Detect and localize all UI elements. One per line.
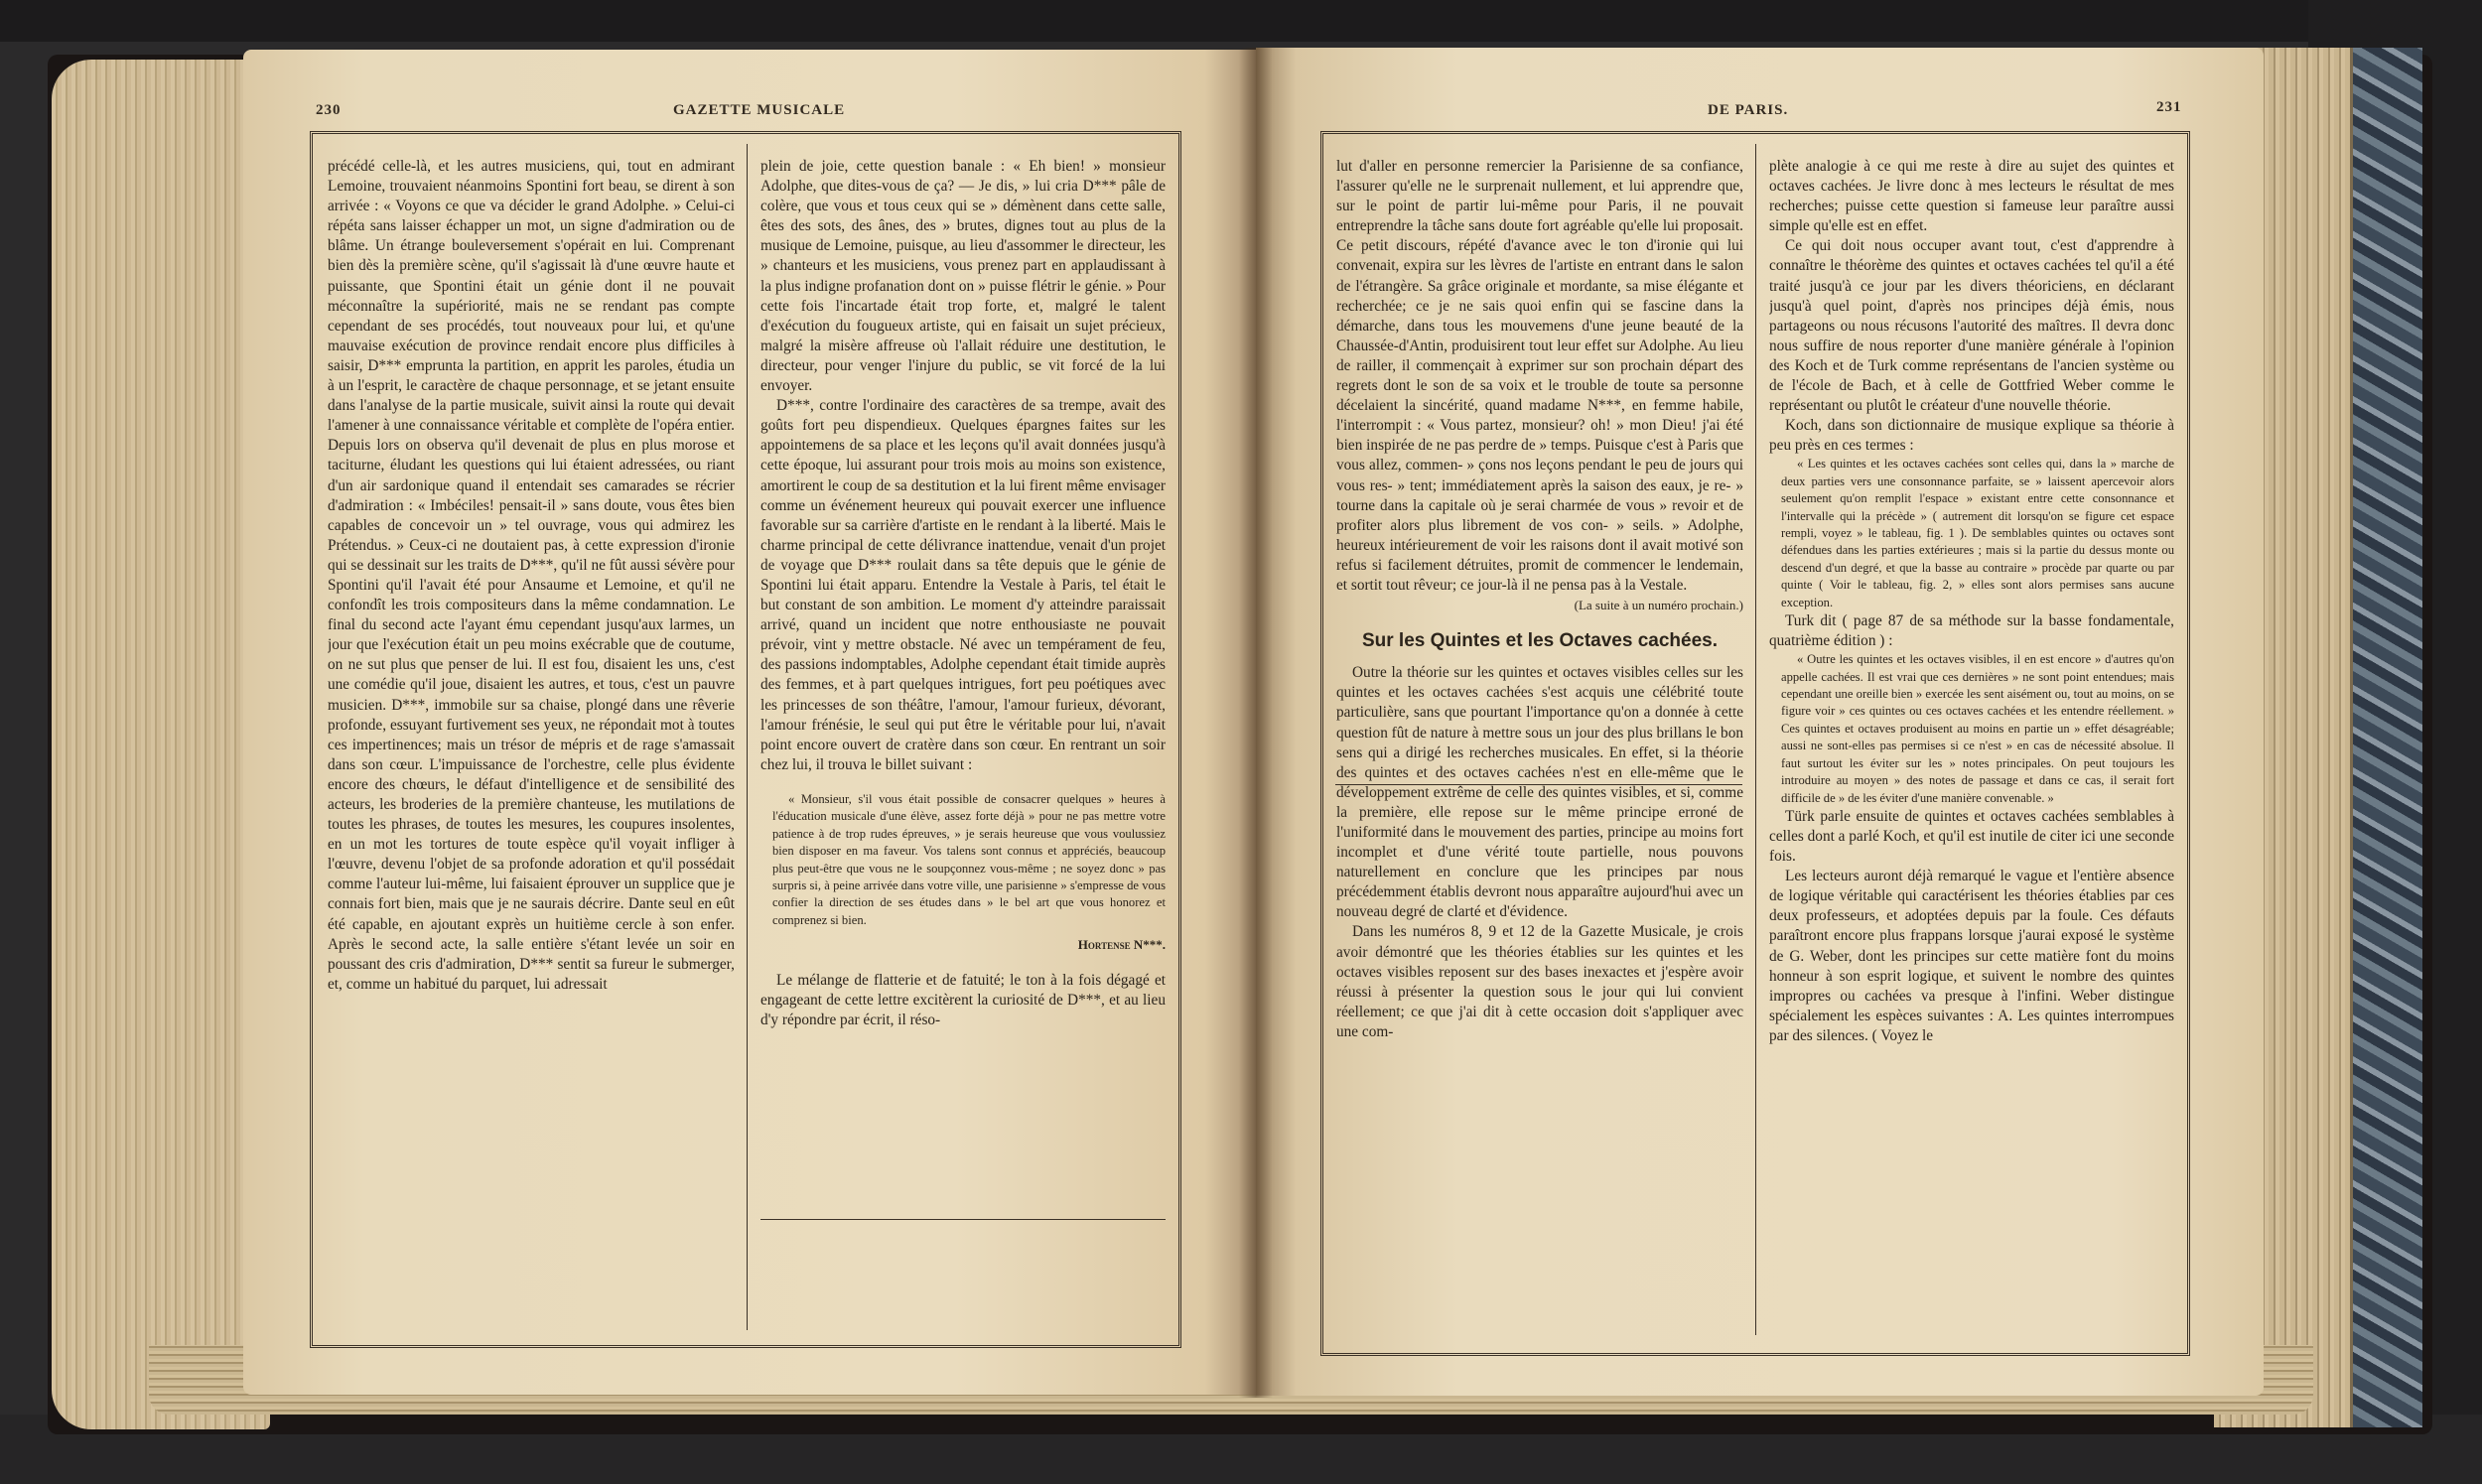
top-background xyxy=(0,0,2482,42)
column-rule-left xyxy=(747,144,748,1330)
paragraph: Les lecteurs auront déjà remarqué le vague et l'entière absence de logique véritable qui caractérisent les théories établies par ces deux professeurs, et adoptées depuis par la foule. Ces défauts paraîtront encore plus frappans lorsque j'aurai exposé le système de G. Weber, dont les principes sur cette matière font du moins honneur à son esprit logique, et suivent le nombre des quintes impropres ou cachées va presque à l'infini. Weber distingue spécialement les espèces suivantes : A. Les quintes interrompues par des silences. ( Voyez le xyxy=(1769,868,2174,1044)
paragraph: Le mélange de flatterie et de fatuité; le ton à la fois dégagé et engageant de cette lettre excitèrent la curiosité de D***, et au lieu d'y répondre par écrit, il réso- xyxy=(760,972,1166,1029)
right-column-1 xyxy=(1336,157,1743,1343)
letter-rule xyxy=(760,1219,1166,1220)
paragraph: plein de joie, cette question banale : « Eh bien! » monsieur Adolphe, que dites-vous de ça? — Je dis, » lui cria D*** pâle de colère, que vous et tous ceux qui se » démènent dans cette salle, êtes des sots, des ânes, des » brutes, dignes tout au plus de la musique de Lemoine, puisque, au lieu d'assommer le directeur, les » chanteurs et les musiciens, vous prenez part en applaudissant à la plus indigne profanation dont on » puisse flétrir le génie. » Pour cette fois l'incartade était trop forte, et, malgré le talent d'exécution du fougueux artiste, qui en faisait un sujet précieux, malgré la misère affreuse où l'allait réduire une destitution, le directeur, pour venger l'injure du public, se vit forcé de la lui envoyer. xyxy=(760,158,1166,395)
paragraph: Outre la théorie sur les quintes et octaves visibles celles sur les quintes et les octaves cachées s'est acquis une célébrité toute particulière, sans que pourtant l'importance qu'on a donnée à cette question fût de nature à mettre sous un jour des plus brillans le bon sens qui a dirigé les recherches musicales. En effet, si la théorie des quintes et des octaves cachées n'est en elle-même que le développement extrême de celle des quintes visibles, et si, comme la première, elle repose sur le même principe erroné de l'uniformité dans le mouvement des parties, principe au moins fort incomplet et d'une vérité toute partielle, nous pouvons naturellement en conclure que les principes par nous précédemment établis devront nous apparaître aujourd'hui avec un nouveau degré de clarté et d'évidence. xyxy=(1336,664,1743,921)
paragraph: D***, contre l'ordinaire des caractères de sa trempe, avait des goûts fort peu dispendieux. Quelques épargnes faites sur les appointemens de sa place et les leçons qu'il avait données jusqu'à cette époque, lui assurant pour trois mois au moins son existence, amortirent le coup de sa destitution et la lui firent même envisager comme un événement heureux qui pouvait exercer une influence favorable sur sa carrière d'artiste en le rendant à la liberté. Mais le charme principal de cette délivrance inattendue, venait d'un projet de voyage que D*** roulait dans sa tête depuis que le génie de Spontini lui était apparu. Entendre la Vestale à Paris, tel était le but constant de son ambition. Le moment d'y atteindre paraissait arrivé, quand un incident que notre enthousiaste ne pouvait prévoir, vint y mettre obstacle. Né avec un tempérament de feu, des passions indomptables, Adolphe cependant était timide auprès des femmes, et à part quelques intrigues, fort peu poétiques avec les princesses de son théâtre, l'amour, l'amour furieux, dévorant, l'amour frénésie, le seul qui put être le véritable pour lui, n'avait point encore ouvert de cratère dans son cœur. En rentrant un soir chez lui, il trouva le billet suivant : xyxy=(760,397,1166,773)
paragraph: Turk dit ( page 87 de sa méthode sur la basse fondamentale, quatrième édition ) : xyxy=(1769,612,2174,650)
column-rule-right xyxy=(1755,144,1756,1335)
left-page-edges xyxy=(52,60,270,1429)
article-heading: Sur les Quintes et les Octaves cachées. xyxy=(1361,630,1719,652)
left-column-2 xyxy=(760,157,1166,1333)
book-gutter xyxy=(1239,48,1273,1398)
continued-note: (La suite à un numéro prochain.) xyxy=(1574,598,1743,613)
paragraph: Dans les numéros 8, 9 et 12 de la Gazette Musicale, je crois avoir démontré que les théories établies sur les quintes et les octaves visibles reposent sur des bases inexactes et j'espère avoir réussi à présenter la question sous le jour qui lui convient réellement; ce que j'ai dit à cette occasion doit s'appliquer avec une com- xyxy=(1336,923,1743,1040)
marbled-cover xyxy=(2350,48,2422,1427)
right-column-2 xyxy=(1769,157,2174,1343)
paragraph: plète analogie à ce qui me reste à dire au sujet des quintes et octaves cachées. Je livre donc à mes lecteurs le résultat de mes recherches; puisse cette question si fameuse leur paraître aussi simple qu'elle est en effet. xyxy=(1769,158,2174,235)
koch-quote: « Les quintes et les octaves cachées sont celles qui, dans la » marche de deux parties vers une consonnance parfaite, se » laissent apercevoir alors seulement qu'on remplit l'espace » existant entre cette consonnance et l'intervalle qui la précède » ( autrement dit lorsqu'on se figure cet espace rempli, voyez » le tableau, fig. 1 ). De semblables quintes ou octaves sont défendues dans les parties extérieures ; mais si la partie du dessus monte ou descend d'un degré, et que la basse au contraire » procède par quarte ou par quinte ( Voir le tableau, fig. 2, » elles sont alors permises sans aucune exception. xyxy=(1781,457,2174,609)
letter-signature: Hortense N***. xyxy=(1077,937,1166,953)
left-column-1 xyxy=(328,157,735,1333)
paragraph: Türk parle ensuite de quintes et octaves cachées semblables à celles dont a parlé Koch, et qu'il est inutile de citer ici une seconde fois. xyxy=(1769,807,2174,866)
turk-quote: « Outre les quintes et les octaves visibles, il en est encore » d'autres qu'on appelle cachées. Il est vrai que ces dernières » ne sont point entendues; mais cependant une oreille bien » exercée les sent aisément ou, tout au moins, on se figure voir » ces quintes ou ces octaves cachées et les entendre réellement. » Ces quintes et octaves produisent au moins en partie un » effet désagréable; aussi ne sont-elles pas permises si ce n'est » en cas de nécessité absolue. Il faut surtout les éviter sur les » notes principales. On peut toujours les introduire au moyen » des notes de passage et dans ce cas, il serait fort difficile de » de les éviter d'une manière convenable. » xyxy=(1781,652,2174,805)
paragraph: précédé celle-là, et les autres musiciens, qui, tout en admirant Lemoine, trouvaient néanmoins Spontini fort beau, se dirent à son arrivée : « Voyons ce que va décider le grand Adolphe. » Celui-ci répéta sans laisser échapper un mot, un signe d'admiration ou de blâme. Un étrange bouleversement s'opérait en lui. Comprenant bien dès la première scène, qu'il s'agissait là d'une œuvre haute et puissante, que Spontini était un génie dont il ne pouvait méconnaître la supériorité, mais ne se rendant pas compte cependant de ses procédés, tout nouveaux pour lui, et qu'une mauvaise exécution de province rendait encore plus difficiles à saisir, D*** emprunta la partition, en apprit les paroles, étudia un à un l'esprit, le caractère de chaque personnage, et se jetant ensuite dans l'analyse de la partie musicale, suivit ainsi la route qui devait l'amener à une connaissance véritable et complète de l'opéra entier. Depuis lors on observa qu'il devenait de plus en plus morose et taciturne, éludant les questions qui lui étaient adressées, ou riant d'un air sardonique quand il entendait ses camarades se récrier d'admiration : « Imbéciles! pensait-il » sans doute, vous êtes bien capables de concevoir un » tel ouvrage, vous qui admirez les Prétendus. » Ceux-ci ne doutaient pas, à cette expression d'ironie qui se dessinait sur les traits de D***, qu'il ne fût aussi sévère pour Spontini qu'il l'avait été pour Ansaume et Lemoine, et qu'il ne confondît les trois compositeurs dans la même condamnation. Le final du second acte l'ayant ému cependant jusqu'aux larmes, un jour que l'exécution était un peu moins exécrable que de coutume, on ne sut plus que penser de lui. Il est fou, disaient les uns, c'est une comédie qu'il joue, disaient les autres, et tous, c'est un pauvre musicien. D***, immobile sur sa chaise, plongé dans une rêverie profonde, essuyant furtivement ses yeux, ne répondait mot à toutes ces impertinences; mais un trésor de mépris et de rage s'amassait dans son cœur. L'impuissance de l'orchestre, celle plus évidente encore des chœurs, le défaut d'intelligence et de sensibilité des acteurs, les broderies de la première chanteuse, les mutilations de toutes les phrases, de toutes les mesures, les coupures insolentes, en un mot les tortures de toute espèce qu'il voyait infliger à l'œuvre, devenu l'objet de sa profonde adoration et qu'il possédait comme l'auteur lui-même, lui faisaient éprouver un supplice que je connais fort bien, mais que je ne saurais décrire. Dante seul en eût été capable, en ajoutant exprès un huitième cercle à son enfer. Après le second acte, la salle entière s'étant levée un soir en poussant des cris d'admiration, D*** sentit sa fureur le submerger, et, comme un habitué du parquet, lui adressait xyxy=(328,158,735,993)
page-number-left: 230 xyxy=(316,102,342,118)
page-number-right: 231 xyxy=(2156,99,2182,115)
running-head-right: DE PARIS. xyxy=(1708,102,1789,118)
paragraph: Ce qui doit nous occuper avant tout, c'est d'apprendre à connaître le théorème des quintes et octaves cachées tel qu'il a été traité jusqu'à ce jour par les divers théoriciens, en déclarant jusqu'à quel point, d'après nos principes déjà émis, nous partageons ou nous récusons l'autorité des maîtres. Il devra donc nous suffire de nous reporter d'une manière générale à l'opinion des Koch et de Turk comme représentans de l'ancien système ou de l'école de Bach, et à celle de Gottfried Weber comme le représentant ou plutôt le créateur d'une nouvelle théorie. xyxy=(1769,237,2174,415)
paragraph: Koch, dans son dictionnaire de musique explique sa théorie à peu près en ces termes : xyxy=(1769,417,2174,455)
letter-quote: « Monsieur, s'il vous était possible de consacrer quelques » heures à l'éducation musicale d'une élève, assez forte déjà » pour ne pas mettre votre patience à de trop rudes épreuves, » je serais heureuse que vous voulussiez bien disposer en ma faveur. Vos talens sont connus et appréciés, beaucoup plus peut-être que vous ne le soupçonnez vous-même ; ne soyez donc » pas surpris si, à peine arrivée dans votre ville, une parisienne » s'empresse de vous confier la direction de ses études dans » le bel art que vous honorez et comprenez si bien. xyxy=(772,791,1166,927)
paragraph: lut d'aller en personne remercier la Parisienne de sa confiance, l'assurer qu'elle ne le surprenait nullement, et lui apprendre que, sur le point de partir lui-même pour Paris, il ne pouvait entreprendre la tâche sans doute fort agréable qu'elle lui proposait. Ce petit discours, répété d'avance avec le ton d'ironie qui lui convenait, expira sur les lèvres de l'artiste en entrant dans le salon de l'étrangère. Sa grâce originale et mordante, sa mise élégante et recherchée; ce je ne sais quoi enfin qui se fascine dans la démarche, dans tous les mouvemens d'une jeune beauté de la Chaussée-d'Antin, produisirent tout leur effet sur Adolphe. Au lieu de railler, il commençait à exprimer sur son prochain départ des regrets dont le son de sa voix et le trouble de toute sa personne décelaient la sincérité, quand madame N***, en femme habile, l'interrompit : « Vous partez, monsieur? oh! » mon Dieu! j'ai été bien inspirée de ne pas perdre de » temps. Puisque c'est à Paris que vous allez, commen- » çons nos leçons pendant le peu de jours qui vous res- » tent; immédiatement après la saison des eaux, je re- » tourne dans la capitale où je serai charmée de vous » revoir et de profiter alors plus librement de vos con- » seils. » Adolphe, heureux intérieurement de voir les raisons dont il avait motivé son refus si facilement détruites, promit de commencer le lendemain, et sortit tout rêveur; ce jour-là il ne pensa pas à la Vestale. xyxy=(1336,158,1743,594)
running-head-left: GAZETTE MUSICALE xyxy=(673,102,846,118)
